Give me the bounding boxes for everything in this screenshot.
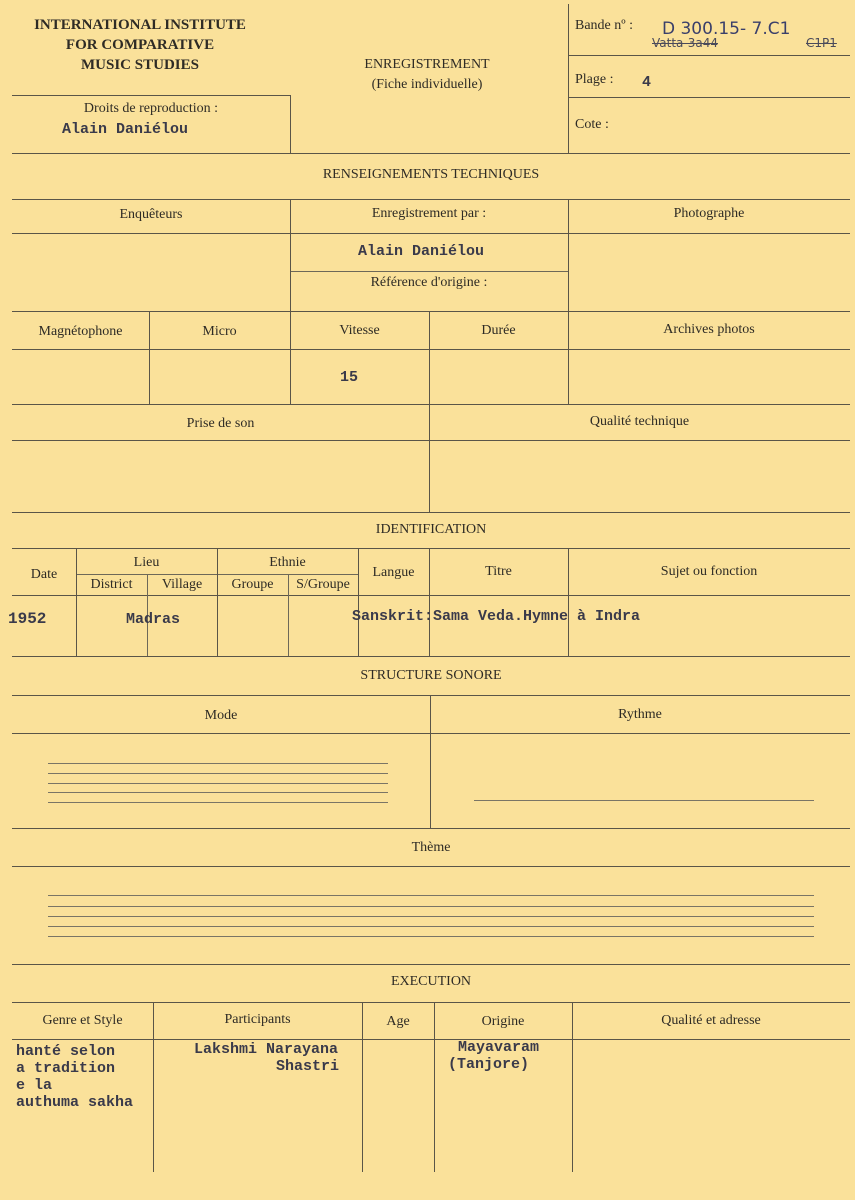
guide-line	[48, 906, 814, 907]
guide-line	[48, 763, 388, 764]
archives-label: Archives photos	[663, 322, 755, 337]
rule	[12, 595, 850, 596]
village-label: Village	[161, 577, 203, 592]
titre-label: Titre	[485, 564, 512, 579]
rule	[12, 964, 850, 965]
rule	[12, 733, 850, 734]
sgroupe-label: S/Groupe	[296, 577, 350, 592]
rule	[12, 404, 850, 405]
bande-value: D 300.15- 7.C1	[662, 19, 791, 39]
qualite-technique-label: Qualité technique	[589, 414, 690, 429]
guide-line	[48, 926, 814, 927]
rule	[568, 55, 850, 56]
plage-label: Plage :	[575, 72, 614, 87]
rights-label: Droits de reproduction :	[83, 101, 219, 116]
district-label: District	[90, 577, 133, 592]
participant-line: Lakshmi Narayana	[194, 1041, 339, 1058]
genre-line: a tradition	[16, 1060, 116, 1077]
prise-label: Prise de son	[186, 416, 255, 431]
rule	[12, 199, 850, 200]
date-value: 1952	[8, 610, 47, 628]
origine-line: (Tanjore)	[448, 1056, 530, 1073]
participant-line: Shastri	[276, 1058, 340, 1075]
rule	[12, 866, 850, 867]
form-subtitle: (Fiche individuelle)	[371, 77, 483, 92]
rule	[12, 656, 850, 657]
vitesse-label: Vitesse	[339, 323, 380, 338]
rule	[12, 695, 850, 696]
qualite-adresse-label: Qualité et adresse	[661, 1013, 761, 1028]
form-title: ENREGISTREMENT	[364, 57, 490, 72]
rule	[12, 828, 850, 829]
bande-label: Bande nº :	[575, 18, 633, 33]
institute-line-1: INTERNATIONAL INSTITUTE	[34, 17, 246, 33]
rule	[290, 271, 568, 272]
rule	[12, 153, 850, 154]
rule	[12, 1002, 850, 1003]
rule	[12, 440, 850, 441]
execution-section-title: EXECUTION	[390, 974, 472, 989]
guide-line	[48, 895, 814, 896]
rule	[12, 1039, 850, 1040]
rule	[12, 349, 850, 350]
langue-titre-value: Sanskrit:Sama Veda.Hymne à Indra	[352, 608, 641, 625]
origine-label: Origine	[481, 1014, 525, 1029]
theme-label: Thème	[411, 840, 451, 855]
genre-line: authuma sakha	[16, 1094, 134, 1111]
photographe-label: Photographe	[673, 206, 745, 221]
date-label: Date	[30, 567, 58, 582]
duree-label: Durée	[481, 323, 516, 338]
lieu-value: Madras	[126, 611, 181, 628]
ethnie-label: Ethnie	[269, 555, 306, 570]
institute-line-2: FOR COMPARATIVE	[65, 37, 215, 53]
guide-line	[48, 802, 388, 803]
rule	[12, 548, 850, 549]
reference-label: Référence d'origine :	[370, 275, 488, 290]
participants-label: Participants	[224, 1012, 291, 1027]
origine-line: Mayavaram	[458, 1039, 540, 1056]
enqueteurs-label: Enquêteurs	[119, 207, 183, 222]
genre-label: Genre et Style	[42, 1013, 123, 1028]
enregistrement-par-value: Alain Daniélou	[358, 243, 485, 260]
rule	[12, 233, 850, 234]
rule	[290, 95, 291, 153]
lieu-label: Lieu	[133, 555, 160, 570]
age-label: Age	[386, 1014, 410, 1029]
guide-line	[48, 916, 814, 917]
genre-line: e la	[16, 1077, 53, 1094]
rythme-label: Rythme	[618, 707, 662, 722]
rule	[12, 311, 850, 312]
guide-line	[48, 783, 388, 784]
bande-struck-1: Vatta-3a44	[652, 36, 718, 50]
vitesse-value: 15	[340, 369, 359, 386]
genre-line: hanté selon	[16, 1043, 116, 1060]
guide-line	[48, 773, 388, 774]
groupe-label: Groupe	[231, 577, 274, 592]
micro-label: Micro	[202, 324, 237, 339]
institute-line-3: MUSIC STUDIES	[81, 57, 199, 73]
guide-line	[48, 792, 388, 793]
sujet-label: Sujet ou fonction	[660, 564, 758, 579]
identification-section-title: IDENTIFICATION	[375, 522, 487, 537]
cote-label: Cote :	[575, 117, 609, 132]
bande-struck-2: C1P1	[806, 36, 837, 50]
plage-value: 4	[642, 74, 652, 91]
rule	[568, 4, 569, 153]
rights-value: Alain Daniélou	[62, 121, 189, 138]
enregistrement-par-label: Enregistrement par :	[371, 206, 487, 221]
structure-section-title: STRUCTURE SONORE	[360, 668, 502, 683]
rule	[12, 512, 850, 513]
technical-section-title: RENSEIGNEMENTS TECHNIQUES	[322, 167, 540, 182]
rule	[568, 97, 850, 98]
guide-line	[474, 800, 814, 801]
langue-label: Langue	[372, 565, 415, 580]
mode-label: Mode	[204, 708, 238, 723]
guide-line	[48, 936, 814, 937]
magnetophone-label: Magnétophone	[38, 324, 123, 339]
rule	[12, 95, 290, 96]
